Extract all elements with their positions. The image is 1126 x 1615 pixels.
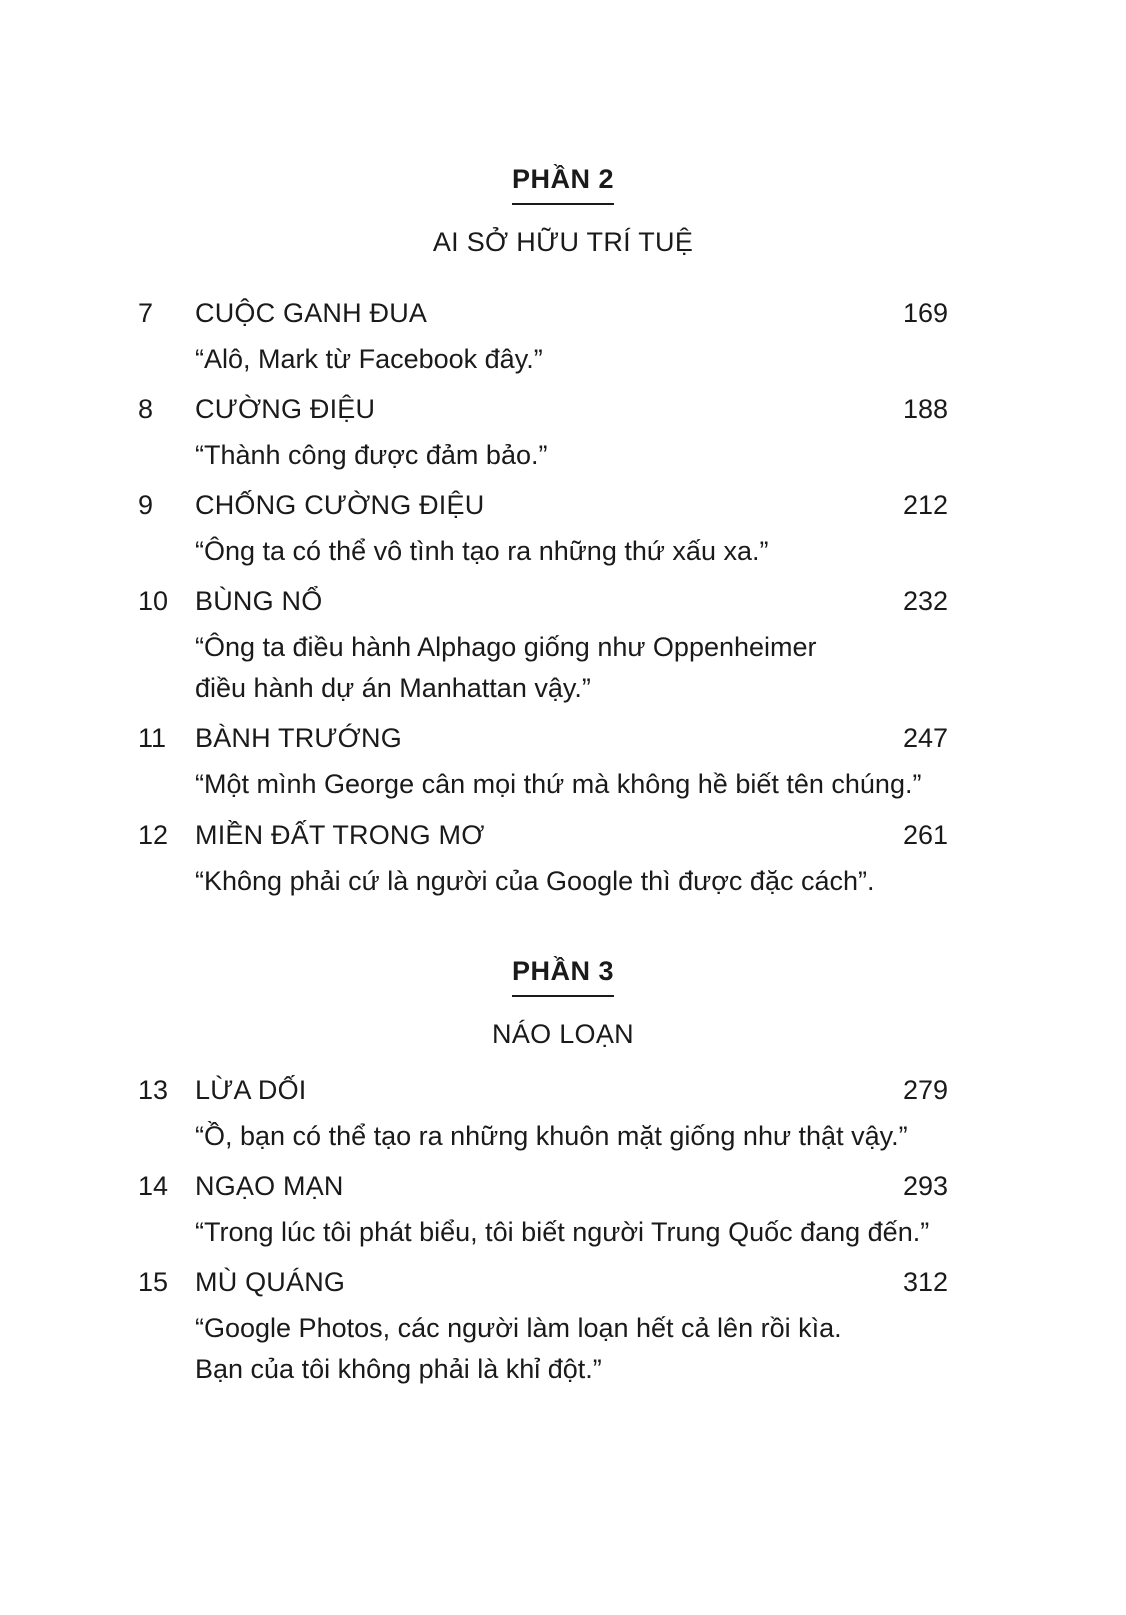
chapter-number: 7: [138, 298, 154, 328]
chapter-title: CHỐNG CƯỜNG ĐIỆU: [195, 490, 485, 520]
chapter-quote: “Ông ta điều hành Alphago giống như Oppenheimer điều hành dự án Manhattan vậy.”: [195, 632, 817, 703]
page-number: 232: [902, 586, 948, 616]
chapter-number: 13: [138, 1075, 169, 1105]
chapter-title: BÀNH TRƯỚNG: [195, 723, 402, 753]
chapter-number: 12: [138, 820, 169, 850]
part-2-heading: [0, 164, 1126, 205]
chapter-quote: “Không phải cứ là người của Google thì được đặc cách”.: [195, 866, 875, 896]
chapter-number: 10: [138, 586, 169, 616]
part-label: PHẦN 3: [512, 956, 614, 997]
chapter-quote: “Ông ta có thể vô tình tạo ra những thứ xấu xa.”: [195, 536, 769, 566]
page-number: 279: [902, 1075, 948, 1105]
chapter-title: MIỀN ĐẤT TRONG MƠ: [195, 820, 485, 850]
chapter-title: NGẠO MẠN: [195, 1171, 344, 1201]
part-3-heading: [0, 956, 1126, 997]
chapter-title: CƯỜNG ĐIỆU: [195, 394, 376, 424]
chapter-title: MÙ QUÁNG: [195, 1267, 346, 1297]
chapter-number: 8: [138, 394, 154, 424]
chapter-number: 14: [138, 1171, 169, 1201]
chapter-title: BÙNG NỔ: [195, 586, 323, 616]
chapter-number: 15: [138, 1267, 169, 1297]
page-number: 312: [902, 1267, 948, 1297]
page-number: 261: [902, 820, 948, 850]
chapter-title: CUỘC GANH ĐUA: [195, 298, 428, 328]
chapter-quote: “Ồ, bạn có thể tạo ra những khuôn mặt giống như thật vậy.”: [195, 1121, 908, 1151]
chapter-quote: “Thành công được đảm bảo.”: [195, 440, 548, 470]
page-number: 169: [902, 298, 948, 328]
page-number: 188: [902, 394, 948, 424]
page-number: 212: [902, 490, 948, 520]
part-2-title: AI SỞ HỮU TRÍ TUỆ: [432, 227, 694, 257]
chapter-quote: “Trong lúc tôi phát biểu, tôi biết người Trung Quốc đang đến.”: [195, 1217, 930, 1247]
part-label: PHẦN 2: [512, 164, 614, 205]
page-number: 293: [902, 1171, 948, 1201]
chapter-quote: “Alô, Mark từ Facebook đây.”: [195, 344, 543, 374]
chapter-number: 11: [138, 723, 167, 753]
chapter-number: 9: [138, 490, 154, 520]
chapter-title: LỪA DỐI: [195, 1075, 307, 1105]
chapter-quote: “Một mình George cân mọi thứ mà không hề biết tên chúng.”: [195, 769, 922, 799]
chapter-quote: “Google Photos, các người làm loạn hết cả lên rồi kìa. Bạn của tôi không phải là khỉ đột.”: [195, 1313, 842, 1384]
part-3-title: NÁO LOẠN: [492, 1019, 634, 1049]
page-number: 247: [902, 723, 948, 753]
